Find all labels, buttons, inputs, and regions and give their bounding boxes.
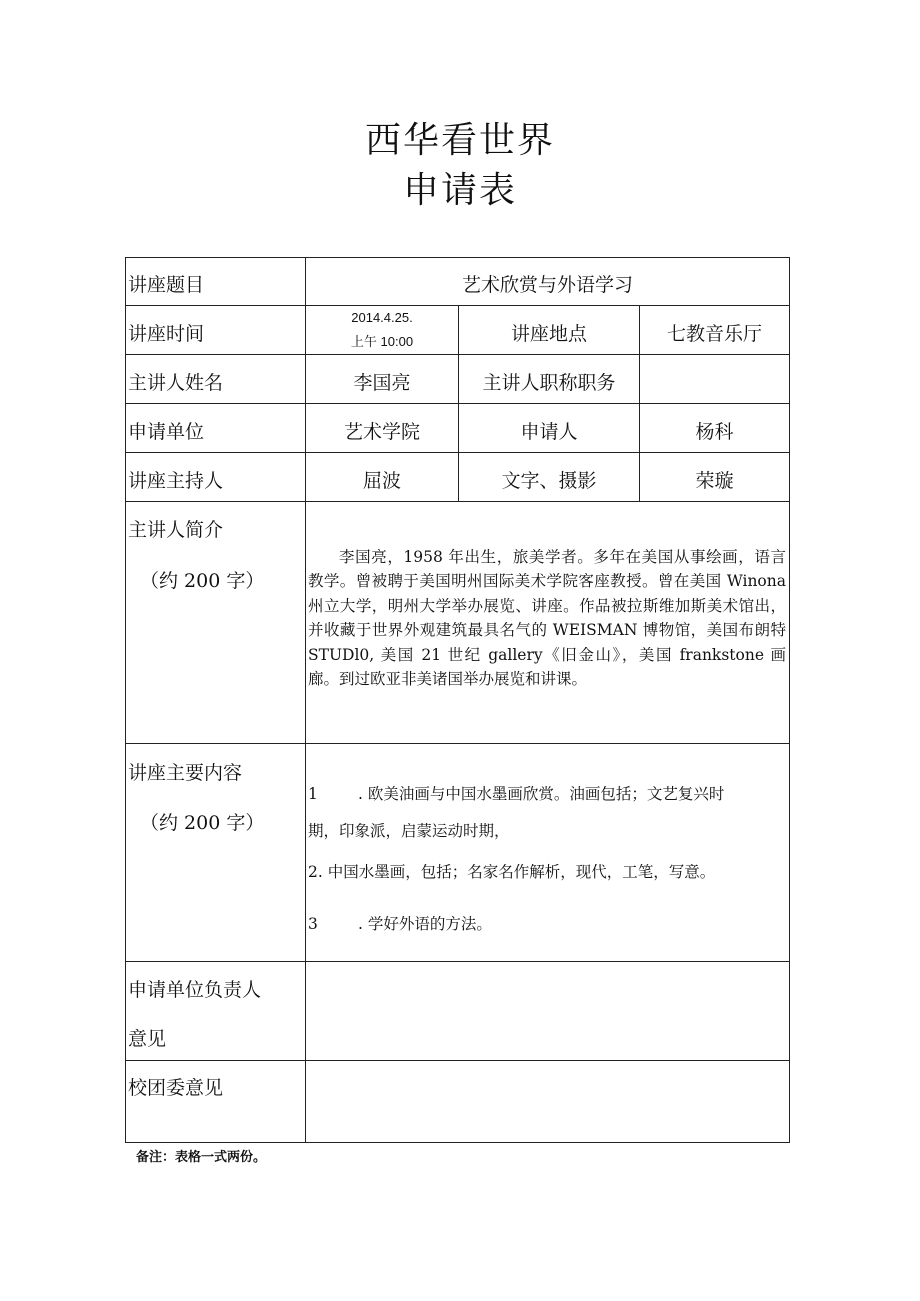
leader-label-2: 意见 <box>128 1028 167 1050</box>
table-line <box>125 501 790 502</box>
content-item-3 <box>308 912 492 934</box>
applicant-label: 申请人 <box>520 421 578 443</box>
table-line <box>125 257 790 258</box>
page-subtitle: 申请表 <box>402 170 517 211</box>
bio-label: 主讲人简介 <box>128 519 224 541</box>
content-item-1 <box>308 782 724 804</box>
table-line <box>789 257 790 1143</box>
time-label: 讲座时间 <box>128 323 205 345</box>
speaker-title-label: 主讲人职称职务 <box>482 372 616 394</box>
footnote: 备注：表格一式两份。 <box>136 1149 267 1164</box>
host-label: 讲座主持人 <box>128 470 224 492</box>
host-dept: 文字、摄影 <box>501 470 597 492</box>
table-line <box>125 1060 790 1061</box>
speaker-value: 李国亮 <box>353 372 411 394</box>
host-value: 屈波 <box>362 470 401 492</box>
content-item-num: 3 <box>308 915 318 933</box>
table-line <box>125 961 790 962</box>
content-item-1-cont <box>308 819 510 841</box>
bio-text: 李国亮，1958 年出生，旅美学者。多年在美国从事绘画，语言教学。曾被聘于美国明州国际美术学院客座教授。曾在美国 Winona 州立大学，明州大学举办展览、讲座。作品被拉斯维加斯美术馆出，并收藏于世界外观建筑最具名气的 WEISMAN 博物馆，美国布朗特 STUDl0, 美国 21 世纪 gallery《旧金山》，美国 frankstone 画廊。到过欧亚非美诸国举办展览和讲课。 <box>308 548 786 689</box>
topic-value: 艺术欣赏与外语学习 <box>461 274 633 296</box>
topic-label: 讲座题目 <box>128 274 205 296</box>
league-label: 校团委意见 <box>128 1077 224 1099</box>
table-line <box>125 1142 790 1143</box>
content-item-text: 2. 中国水墨画，包括；名家名作解析，现代，工笔，写意。 <box>308 863 716 881</box>
place-value: 七教音乐厅 <box>666 323 762 345</box>
content-label: 讲座主要内容 <box>128 762 243 784</box>
unit-value: 艺术学院 <box>343 421 420 443</box>
time-date: 2014.4.25. <box>351 310 413 325</box>
applicant-value: 杨科 <box>695 421 734 443</box>
time-clock: 上午 10:00 <box>350 334 414 349</box>
bio-limit: （约 200 字） <box>140 570 265 592</box>
content-item-text: . 学好外语的方法。 <box>358 915 492 933</box>
place-label: 讲座地点 <box>510 323 587 345</box>
content-limit: （约 200 字） <box>140 812 265 834</box>
page-title: 西华看世界 <box>364 120 555 161</box>
speaker-label: 主讲人姓名 <box>128 372 224 394</box>
table-line <box>125 743 790 744</box>
content-item-text: 期，印象派，启蒙运动时期， <box>308 822 510 840</box>
leader-label-1: 申请单位负责人 <box>128 979 262 1001</box>
content-item-text: . 欧美油画与中国水墨画欣赏。油画包括；文艺复兴时 <box>358 785 725 803</box>
table-line <box>125 257 126 1143</box>
host-dept-value: 荣璇 <box>695 470 734 492</box>
content-item-2 <box>308 860 715 882</box>
content-item-num: 1 <box>308 785 318 803</box>
unit-label: 申请单位 <box>128 421 205 443</box>
